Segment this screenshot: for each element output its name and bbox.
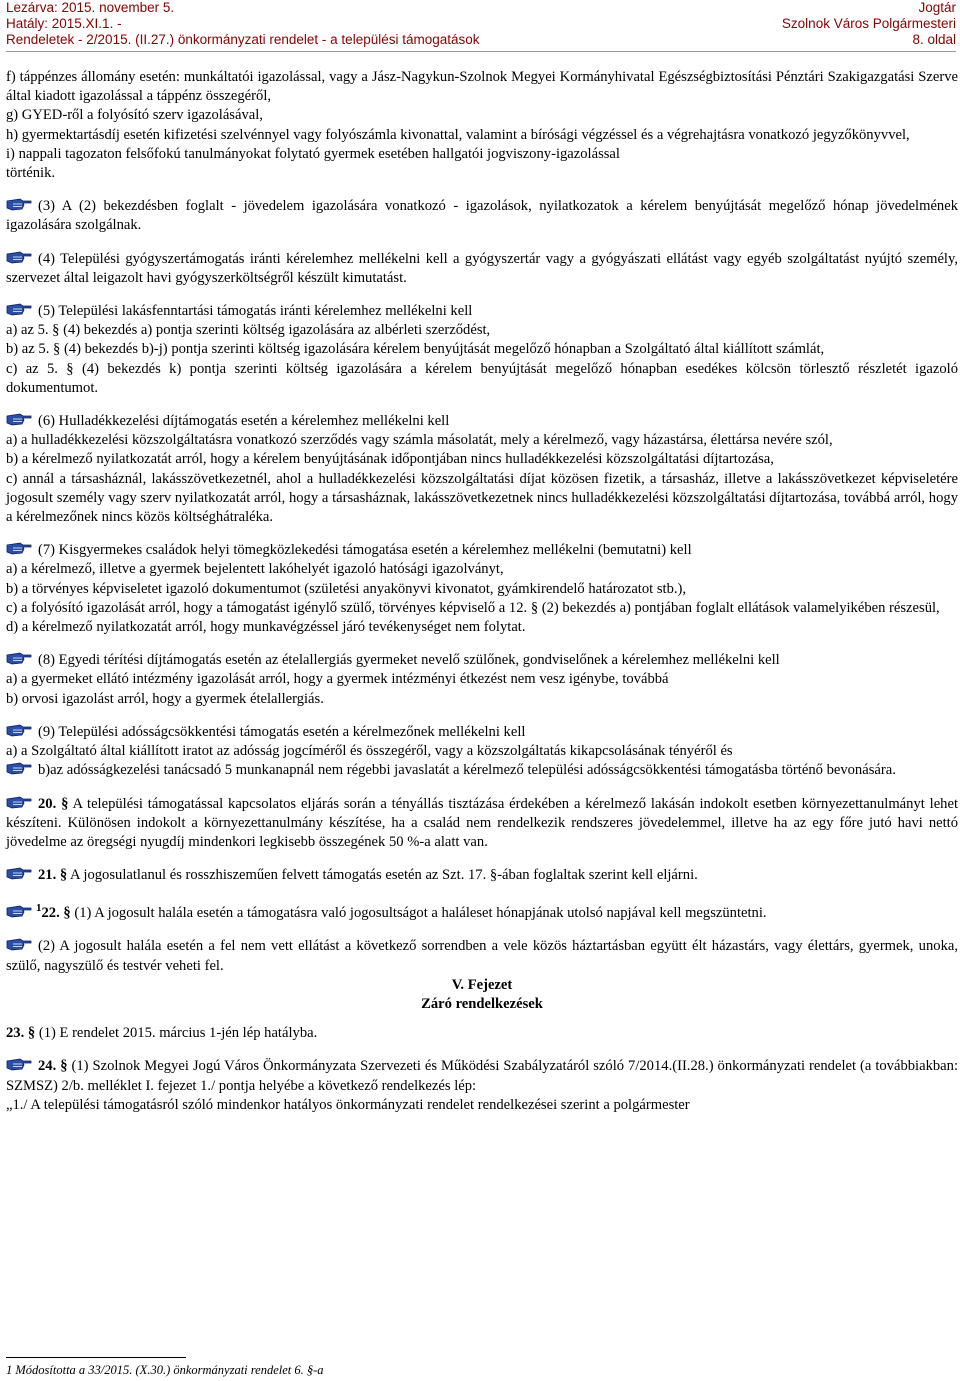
section-22-number: 22. § bbox=[41, 905, 71, 922]
section-8: (8) Egyedi térítési díjtámogatás esetén az ételallergiás gyermeket nevelő szülőnek, gondviselőnek a kérelemhez mellékelni kell bbox=[6, 651, 958, 670]
section-22-2: (2) A jogosult halála esetén a fel nem vett ellátást a következő sorrendben a vele közös háztartásban együtt élt házastárs, vagy élettárs, gyermek, unoka, szülő, nagyszülő és testvér veheti fel. bbox=[6, 938, 958, 974]
section-7: (7) Kisgyermekes családok helyi tömegközlekedési támogatása esetén a kérelemhez mellékelni (bemutatni) kell bbox=[6, 541, 958, 560]
pointing-hand-icon[interactable] bbox=[6, 938, 32, 951]
section-7-a: a) a kérelmező, illetve a gyermek bejelentett lakóhelyét igazoló hatósági igazolványt, bbox=[6, 561, 504, 578]
section-23: 23. § (1) E rendelet 2015. március 1-jén lép hatályba. bbox=[6, 1025, 318, 1042]
section-9-a: a) a Szolgáltató által kiállított iratot az adósság jogcíméről és összegéről, vagy a közszolgáltatás kikapcsolásának tényéről és bbox=[6, 743, 733, 760]
section-7-d: d) a kérelmező nyilatkozatát arról, hogy munkavégzéssel járó tevékenységet nem folytat. bbox=[6, 619, 526, 636]
pointing-hand-icon[interactable] bbox=[6, 652, 32, 665]
pointing-hand-icon[interactable] bbox=[6, 905, 32, 918]
paragraph-h: h) gyermektartásdíj esetén kifizetési szelvénnyel vagy folyószámla kivonattal, valamint a bírósági végzéssel és a végrehajtásra vonatkozó jegyzőkönyvvel, bbox=[6, 126, 910, 143]
paragraph-g: g) GYED-ről a folyósító szerv igazolásával, bbox=[6, 107, 263, 124]
header-right bbox=[782, 0, 956, 48]
section-9: (9) Települési adósságcsökkentési támogatás esetén a kérelmezőnek mellékelni kell bbox=[6, 723, 958, 742]
paragraph-f: f) táppénzes állomány esetén: munkáltatói igazolással, vagy a Jász-Nagykun-Szolnok Megyei Kormányhivatal Egészségbiztosítási Pénztári Szakigazgatási Szerve által kiadott igazolással a táppénz összegéről, bbox=[6, 69, 958, 105]
section-3: (3) A (2) bekezdésben foglalt - jövedelem igazolására vonatkozó - igazolások, nyilatkozatok a kérelem benyújtását megelőző hónap jövedelmének igazolására szolgálnak. bbox=[6, 198, 958, 234]
section-6-a: a) a hulladékkezelési közszolgáltatásra vonatkozó szerződés vagy számla másolatát, mely a kérelmező, vagy házastársa, élettársa nevére szól, bbox=[6, 432, 833, 449]
chapter-number: V. Fejezet bbox=[451, 976, 513, 993]
paragraph-i: i) nappali tagozaton felsőfokú tanulmányokat folytató gyermek esetében hallgatói jogviszony-igazolással bbox=[6, 145, 620, 162]
section-6: (6) Hulladékkezelési díjtámogatás esetén a kérelemhez mellékelni kell bbox=[6, 412, 958, 431]
section-20: 20. § A települési támogatással kapcsolatos eljárás során a tényállás tisztázása érdekében a kérelmező lakásán indokolt esetben környezettanulmányt lehet készíteni. Különösen indokolt a környezettanulmány készítése, ha a család nem rendelkezik rendszeres jövedelemmel, illetve ha az egy főre jutó havi nettó jövedelme az öregségi nyugdíj mindenkori legkisebb összegének 50 %-a alatt van. bbox=[6, 795, 959, 850]
pointing-hand-icon[interactable] bbox=[6, 251, 32, 264]
section-5-a: a) az 5. § (4) bekezdés a) pontja szerinti költség igazolására az albérleti szerződést, bbox=[6, 322, 491, 339]
chapter-title: Záró rendelkezések bbox=[421, 995, 543, 1012]
section-24: 24. § (1) Szolnok Megyei Jogú Város Önkormányzata Szervezeti és Működési Szabályzatáról szóló 7/2014.(II.28.) önkormányzati rendelet (a továbbiakban: SZMSZ) 2/b. melléklet I. fejezet 1./ pontja helyébe a következő rendelkezés lép: bbox=[6, 1058, 958, 1094]
section-5: (5) Települési lakásfenntartási támogatás iránti kérelemhez mellékelni kell bbox=[6, 302, 958, 321]
section-7-b: b) a törvényes képviseletet igazoló dokumentumot (születési anyakönyvi kivonatot, gyámkirendelő határozatot stb.), bbox=[6, 580, 687, 597]
pointing-hand-icon[interactable] bbox=[6, 413, 32, 426]
section-5-b: b) az 5. § (4) bekezdés b)-j) pontja szerinti költség igazolására kérelem benyújtását megelőző hónapban a Szolgáltató által kiállított számlát, bbox=[6, 341, 825, 358]
section-24-number: 24. § bbox=[38, 1058, 68, 1075]
header-source: Jogtár bbox=[918, 0, 956, 15]
page-header bbox=[0, 0, 960, 48]
header-left bbox=[6, 0, 480, 48]
section-6-b: b) a kérelmező nyilatkozatát arról, hogy a kérelem benyújtásának időpontjában nincs hulladékkezelési közszolgáltatási díjtartozása, bbox=[6, 451, 774, 468]
section-21: 21. § A jogosulatlanul és rosszhiszeműen felvett támogatás esetén az Szt. 17. §-ában foglaltak szerint kell eljárni. bbox=[6, 866, 958, 885]
footnote: 1 Módosította a 33/2015. (X.30.) önkormányzati rendelet 6. §-a bbox=[6, 1363, 324, 1377]
section-7-c: c) a folyósító igazolását arról, hogy a támogatást igénylő szülő, törvényes képviselő a 12. § (2) bekezdés a) pontjában foglalt ellátások valamelyikében részesül, bbox=[6, 599, 940, 616]
section-8-a: a) a gyermeket ellátó intézmény igazolását arról, hogy a gyermek intézményi étkezést nem vesz igénybe, továbbá bbox=[6, 671, 669, 688]
header-closed-date: Lezárva: 2015. november 5. bbox=[6, 0, 175, 15]
header-page-number: 8. oldal bbox=[912, 32, 956, 47]
section-4: (4) Települési gyógyszertámogatás iránti kérelemhez mellékelni kell a gyógyszertár vagy a gyógyászati ellátást vagy egyéb szolgáltatást nyújtó személy, szervezet által leigazolt havi gyógyszerköltségről készült kimutatást. bbox=[6, 250, 958, 286]
section-6-c: c) annál a társasháznál, lakásszövetkezetnél, ahol a hulladékkezelési közszolgáltatási díjat közösen fizetik, a társasház, illetve a lakásszövetkezet képviseletére jogosult személy vagy szerv nyilatkozatát arról, hogy a társasháznak, lakásszövetkezetnek nincs hulladékkezelési közszolgáltatási díjtartozása, továbbá arról, hogy a kérelmezőnek nincs közös költséghátraléka. bbox=[6, 470, 958, 526]
header-issuer: Szolnok Város Polgármesteri bbox=[781, 16, 956, 31]
header-divider bbox=[6, 51, 956, 52]
pointing-hand-icon[interactable] bbox=[6, 867, 32, 880]
pointing-hand-icon[interactable] bbox=[6, 1058, 32, 1071]
pointing-hand-icon[interactable] bbox=[6, 762, 32, 775]
header-validity: Hatály: 2015.XI.1. - bbox=[6, 16, 122, 31]
pointing-hand-icon[interactable] bbox=[6, 796, 32, 809]
footnote-divider bbox=[6, 1357, 186, 1358]
section-8-b: b) orvosi igazolást arról, hogy a gyermek ételallergiás. bbox=[6, 690, 324, 707]
section-5-c: c) az 5. § (4) bekezdés k) pontja szerinti költség igazolására a kérelem benyújtását megelőző hónapban esedékes kölcsön törlesztő részletét igazoló dokumentumot. bbox=[6, 360, 958, 396]
paragraph-closing: történik. bbox=[6, 165, 56, 182]
section-21-number: 21. § bbox=[38, 867, 68, 884]
section-23-number: 23. § bbox=[6, 1025, 36, 1042]
pointing-hand-icon[interactable] bbox=[6, 542, 32, 555]
section-24-quote: „1./ A települési támogatásról szóló mindenkor hatályos önkormányzati rendelet rendelkezései szerint a polgármester bbox=[6, 1096, 690, 1113]
header-document-title: Rendeletek - 2/2015. (II.27.) önkormányzati rendelet - a települési támogatások bbox=[6, 32, 480, 47]
footnote-ref[interactable]: 1 bbox=[36, 902, 42, 915]
section-22: $^1$22. § (1) A jogosult halála esetén a támogatásra való jogosultságot a haláleset hónapjának utolsó napjával kell megszüntetni. bbox=[6, 899, 958, 923]
pointing-hand-icon[interactable] bbox=[6, 303, 32, 316]
document-body bbox=[6, 68, 958, 1115]
pointing-hand-icon[interactable] bbox=[6, 198, 32, 211]
pointing-hand-icon[interactable] bbox=[6, 724, 32, 737]
section-9-b: b)az adósságkezelési tanácsadó 5 munkanapnál nem régebbi javaslatát a kérelmező települési adósságcsökkentési támogatásba történő bevonására. bbox=[6, 761, 958, 780]
section-20-number: 20. § bbox=[38, 795, 69, 812]
